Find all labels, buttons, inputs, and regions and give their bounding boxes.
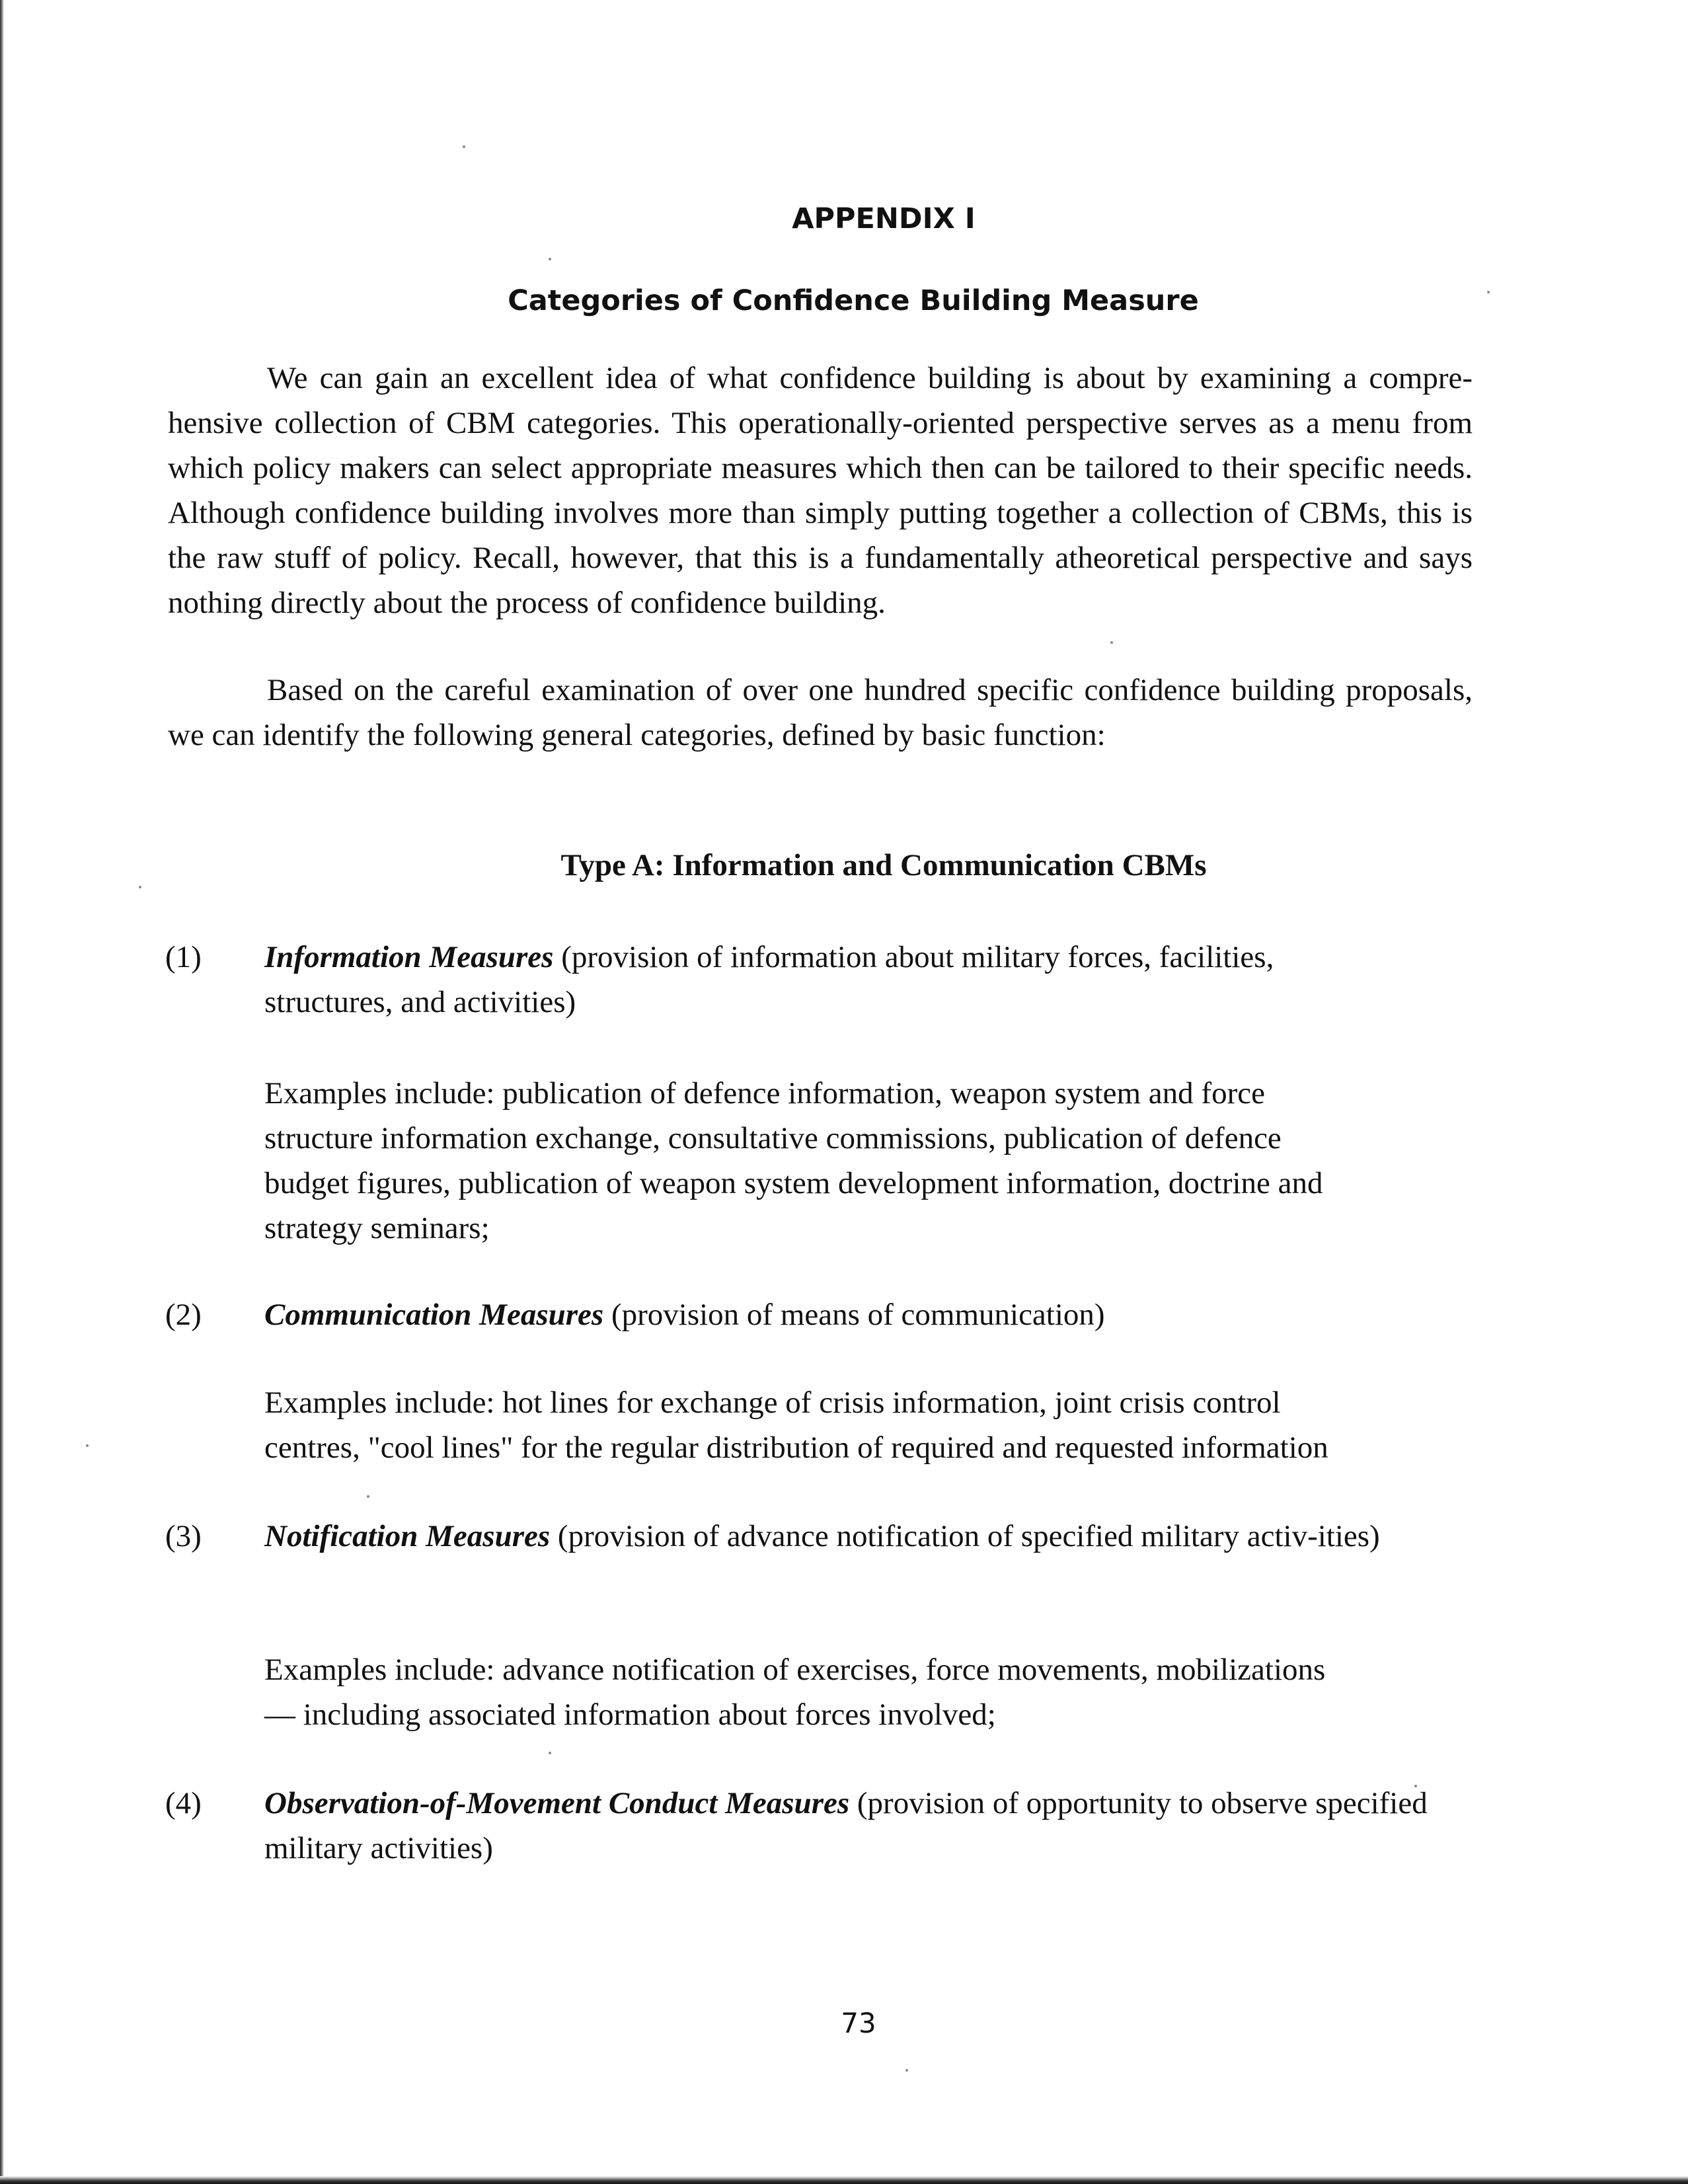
item-number: (3): [165, 1519, 202, 1553]
item-examples: Examples include: hot lines for exchange of crisis information, joint crisis control centres, "cool lines" for the regular distribution of required and requested information: [264, 1385, 1328, 1465]
item-definition-text: (provision of opportunity to observe specified military activities): [264, 1786, 1428, 1865]
item-number: (1): [165, 940, 202, 974]
scan-edge-bottom: [0, 2176, 1688, 2184]
scan-speck: [1110, 641, 1113, 644]
intro-paragraph: We can gain an excellent idea of what confidence building is about by examining a compre-hensive collection of CBM categories. This operationally-oriented perspective serves as a menu from which policy makers can select appropriate measures which then can be tailored to their specific needs. Although confidence building involves more than simply putting together a collection of CBMs, this is the raw stuff of policy. Recall, however, that this is a fundamentally atheoretical perspective and says nothing directly about the process of confidence building.: [168, 361, 1473, 620]
item-definition: [264, 935, 1348, 1025]
item-definition-text: (provision of means of communication): [603, 1298, 1105, 1332]
item-definition-text: (provision of advance notification of specified military activ-ities): [550, 1519, 1380, 1553]
scan-edge-left: [0, 0, 4, 2184]
scan-speck: [549, 1752, 551, 1754]
appendix-subtitle: Categories of Confidence Building Measure: [508, 284, 1199, 317]
basis-paragraph: Based on the careful examination of over one hundred specific confidence building proposals, we can identify the following general categories, defined by basic function:: [168, 673, 1473, 752]
item-examples: Examples include: advance notification of exercises, force movements, mobilizations — including associated information about forces involved;: [264, 1653, 1326, 1732]
item-term: Communication Measures: [264, 1298, 604, 1332]
scan-speck: [139, 886, 141, 888]
item-number: (2): [165, 1298, 202, 1332]
scan-speck: [905, 2069, 908, 2072]
scan-speck: [86, 1444, 89, 1447]
item-definition: [264, 1514, 1441, 1559]
appendix-title: APPENDIX I: [792, 202, 976, 235]
item-term: Observation-of-Movement Conduct Measures: [264, 1786, 850, 1820]
item-term: Information Measures: [264, 940, 554, 974]
item-number: (4): [165, 1786, 202, 1820]
item-term: Notification Measures: [264, 1519, 551, 1553]
item-examples: Examples include: publication of defence information, weapon system and force structure information exchange, consultative commissions, publication of defence budget figures, publication of weapon system development information, doctrine and strategy seminars;: [264, 1076, 1323, 1245]
scan-speck: [367, 1495, 369, 1498]
page-number: 73: [841, 2007, 876, 2039]
item-definition: [264, 1781, 1441, 1871]
item-definition-text: (provision of information about military forces, facilities, structures, and activities): [264, 940, 1274, 1019]
scan-speck: [463, 145, 465, 148]
section-heading-type-a: Type A: Information and Communication CBMs: [560, 848, 1207, 882]
scan-speck: [549, 258, 551, 260]
item-definition: [264, 1292, 1348, 1337]
